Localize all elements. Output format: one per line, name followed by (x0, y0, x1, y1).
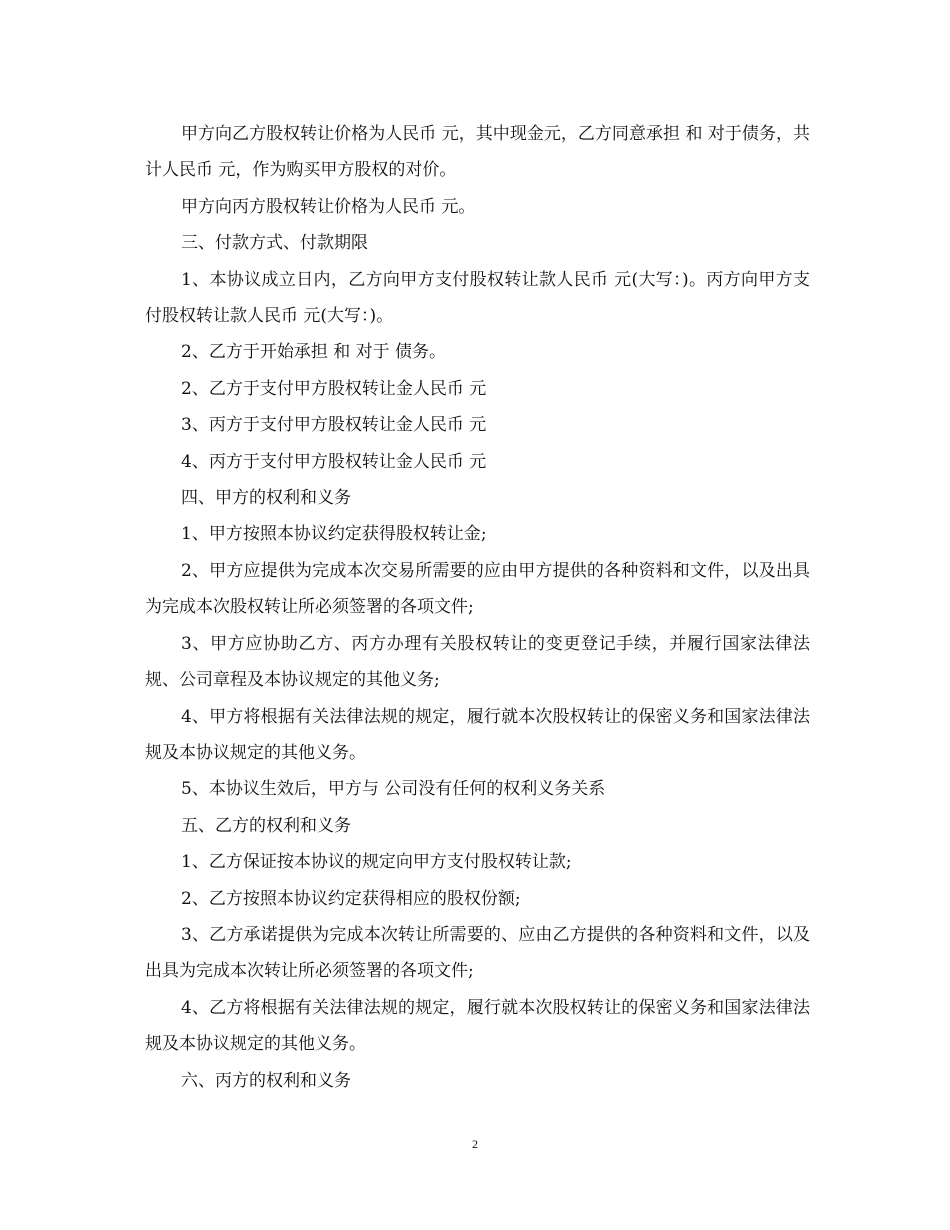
paragraph: 3、乙方承诺提供为完成本次转让所需要的、应由乙方提供的各种资料和文件，以及出具为完成本次转让所必须签署的各项文件; (145, 924, 810, 982)
paragraph: 2、甲方应提供为完成本次交易所需要的应由甲方提供的各种资料和文件，以及出具为完成本次股权转让所必须签署的各项文件; (145, 560, 810, 618)
page-number: 2 (472, 1137, 478, 1151)
paragraph: 1、本协议成立日内，乙方向甲方支付股权转让款人民币 元(大写：)。丙方向甲方支付股权转让款人民币 元(大写：)。 (145, 269, 810, 327)
paragraph: 甲方向丙方股权转让价格为人民币 元。 (181, 196, 476, 217)
paragraph: 4、乙方将根据有关法律法规的规定，履行就本次股权转让的保密义务和国家法律法规及本协议规定的其他义务。 (145, 997, 810, 1055)
paragraph: 3、甲方应协助乙方、丙方办理有关股权转让的变更登记手续，并履行国家法律法规、公司章程及本协议规定的其他义务; (145, 633, 810, 691)
section-heading: 三、付款方式、付款期限 (181, 233, 368, 254)
paragraph: 2、乙方按照本协议约定获得相应的股权份额; (181, 888, 521, 909)
paragraph: 5、本协议生效后，甲方与 公司没有任何的权利义务关系 (181, 779, 606, 800)
section-heading: 四、甲方的权利和义务 (181, 488, 351, 509)
document-body (145, 116, 810, 1099)
section-heading: 六、丙方的权利和义务 (181, 1070, 351, 1091)
paragraph: 1、甲方按照本协议约定获得股权转让金; (181, 524, 487, 545)
paragraph: 4、丙方于支付甲方股权转让金人民币 元 (181, 451, 487, 472)
paragraph: 3、丙方于支付甲方股权转让金人民币 元 (181, 415, 487, 436)
paragraph: 2、乙方于开始承担 和 对于 债务。 (181, 342, 447, 363)
paragraph: 2、乙方于支付甲方股权转让金人民币 元 (181, 378, 487, 399)
section-heading: 五、乙方的权利和义务 (181, 815, 351, 836)
paragraph: 4、甲方将根据有关法律法规的规定，履行就本次股权转让的保密义务和国家法律法规及本协议规定的其他义务。 (145, 706, 810, 763)
paragraph: 甲方向乙方股权转让价格为人民币 元，其中现金元，乙方同意承担 和 对于债务，共计人民币 元，作为购买甲方股权的对价。 (145, 124, 810, 181)
paragraph: 1、乙方保证按本协议的规定向甲方支付股权转让款; (181, 852, 572, 873)
